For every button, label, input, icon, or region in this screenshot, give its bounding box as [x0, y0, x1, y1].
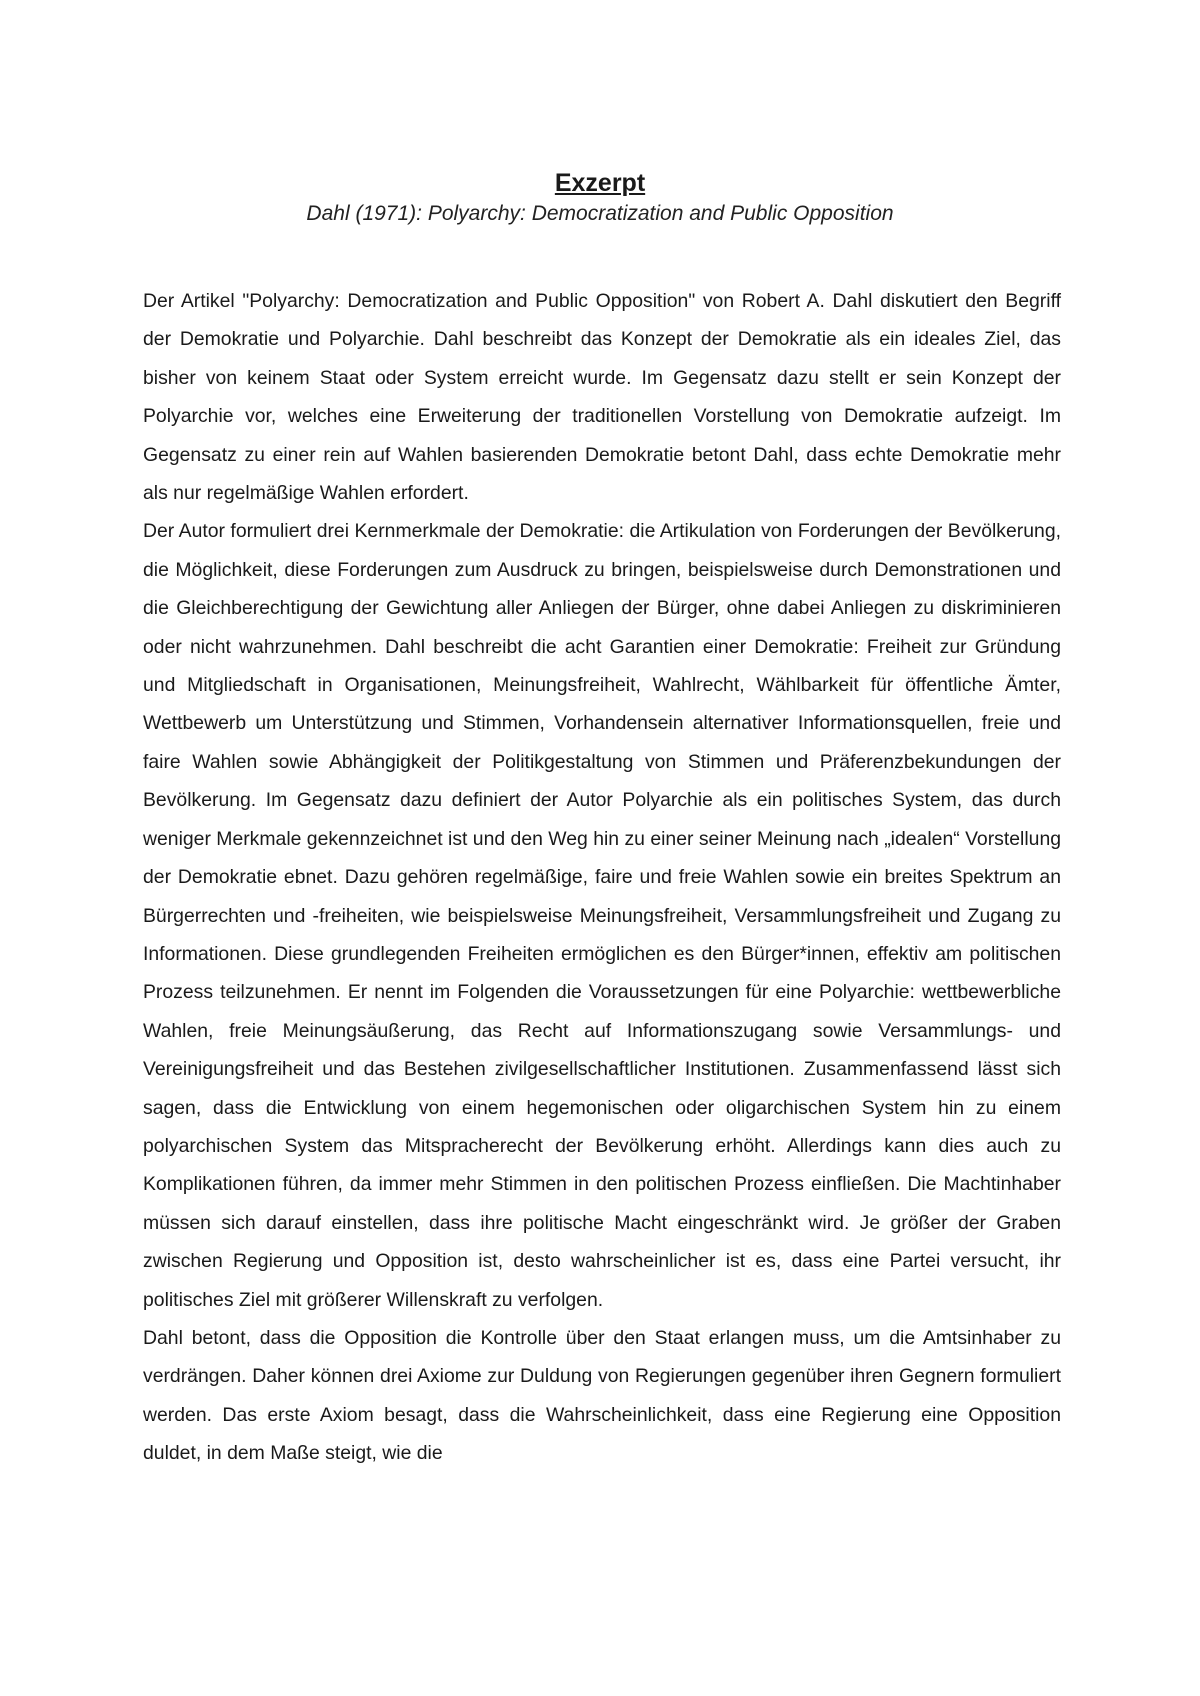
paragraph-introduction: Der Artikel "Polyarchy: Democratization and Public Opposition" von Robert A. Dahl diskutiert den Begriff der Demokratie und Polyarchie. Dahl beschreibt das Konzept der Demokratie als ein ideales Ziel, das bisher von keinem Staat oder System erreicht wurde. Im Gegensatz dazu stellt er sein Konzept der Polyarchie vor, welches eine Erweiterung der traditionellen Vorstellung von Demokratie aufzeigt. Im Gegensatz zu einer rein auf Wahlen basierenden Demokratie betont Dahl, dass echte Demokratie mehr als nur regelmäßige Wahlen erfordert.	[143, 290, 1061, 505]
document-header	[0, 168, 1200, 228]
document-body	[143, 282, 1061, 1473]
paragraph-opposition-axioms: Dahl betont, dass die Opposition die Kontrolle über den Staat erlangen muss, um die Amtsinhaber zu verdrängen. Daher können drei Axiome zur Duldung von Regierungen gegenüber ihren Gegnern formuliert werden. Das erste Axiom besagt, dass die Wahrscheinlichkeit, dass eine Regierung eine Opposition duldet, in dem Maße steigt, wie die	[143, 1326, 1061, 1465]
paragraph-democracy-polyarchy: Der Autor formuliert drei Kernmerkmale der Demokratie: die Artikulation von Forderungen der Bevölkerung, die Möglichkeit, diese Forderungen zum Ausdruck zu bringen, beispielsweise durch Demonstrationen und die Gleichberechtigung der Gewichtung aller Anliegen der Bürger, ohne dabei Anliegen zu diskriminieren oder nicht wahrzunehmen. Dahl beschreibt die acht Garantien einer Demokratie: Freiheit zur Gründung und Mitgliedschaft in Organisationen, Meinungsfreiheit, Wahlrecht, Wählbarkeit für öffentliche Ämter, Wettbewerb um Unterstützung und Stimmen, Vorhandensein alternativer Informationsquellen, freie und faire Wahlen sowie Abhängigkeit der Politikgestaltung von Stimmen und Präferenzbekundungen der Bevölkerung. Im Gegensatz dazu definiert der Autor Polyarchie als ein politisches System, das durch weniger Merkmale gekennzeichnet ist und den Weg hin zu einer seiner Meinung nach „idealen“ Vorstellung der Demokratie ebnet. Dazu gehören regelmäßige, faire und freie Wahlen sowie ein breites Spektrum an Bürgerrechten und -freiheiten, wie beispielsweise Meinungsfreiheit, Versammlungsfreiheit und Zugang zu Informationen. Diese grundlegenden Freiheiten ermöglichen es den Bürger*innen, effektiv am politischen Prozess teilzunehmen. Er nennt im Folgenden die Voraussetzungen für eine Polyarchie: wettbewerbliche Wahlen, freie Meinungsäußerung, das Recht auf Informationszugang sowie Versammlungs- und Vereinigungsfreiheit und das Bestehen zivilgesellschaftlicher Institutionen. Zusammenfassend lässt sich sagen, dass die Entwicklung von einem hegemonischen oder oligarchischen System hin zu einem polyarchischen System das Mitspracherecht der Bevölkerung erhöht. Allerdings kann dies auch zu Komplikationen führen, da immer mehr Stimmen in den politischen Prozess einfließen. Die Machtinhaber müssen sich darauf einstellen, dass ihre politische Macht eingeschränkt wird. Je größer der Graben zwischen Regierung und Opposition ist, desto wahrscheinlicher ist es, dass eine Partei versucht, ihr politisches Ziel mit größerer Willenskraft zu verfolgen.	[143, 520, 1062, 1311]
document-title: Exzerpt	[554, 169, 646, 197]
document-subtitle: Dahl (1971): Polyarchy: Democratization and Public Opposition	[306, 202, 894, 225]
